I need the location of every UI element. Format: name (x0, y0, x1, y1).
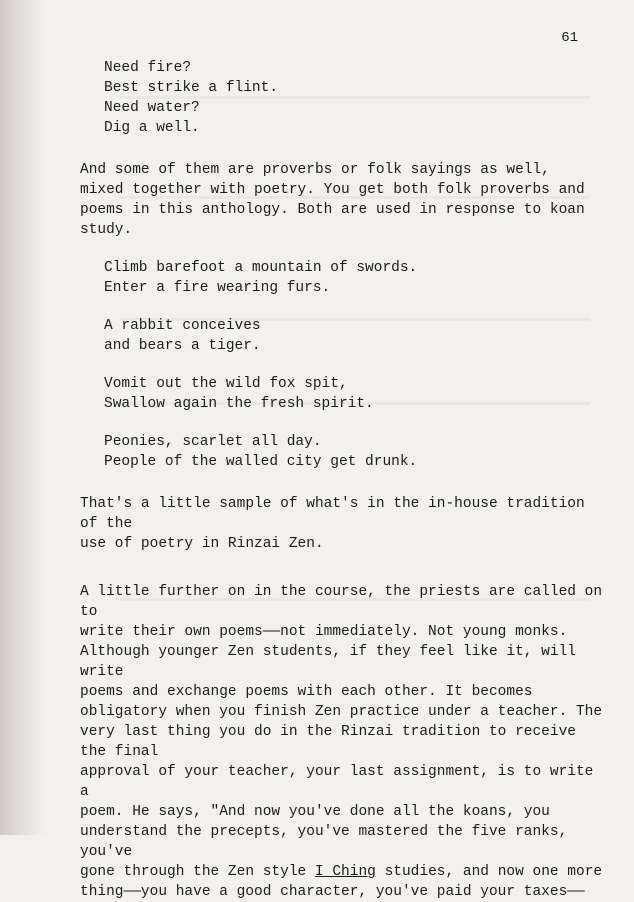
paragraph-sample: That's a little sample of what's in the in-house tradition of the use of poetry in Rinzai Zen. (80, 496, 585, 552)
final-paragraph-text-end: studies, and now one more thing——you have a good character, you've paid your taxes—— (80, 864, 603, 900)
verse-rabbit: A rabbit conceives and bears a tiger. (104, 318, 261, 354)
paragraph-proverbs: And some of them are proverbs or folk sayings as well, mixed together with poetry. You get both folk proverbs and poems in this anthology. Both are used in response to koan study. (80, 162, 585, 238)
i-ching-title: I Ching (314, 864, 376, 880)
verse-fire-water: Need fire? Best strike a flint. Need water? Dig a well. (104, 60, 279, 136)
verse-fox-spit: Vomit out the wild fox spit, Swallow again the fresh spirit. (104, 376, 374, 412)
binding-gutter-shadow (0, 0, 46, 835)
final-paragraph-text: A little further on in the course, the priests are called on to write their own poems——not immediately. Not young monks. Although younger Zen students, if they feel like it, will write poems and exchange poems with each other. It becomes obligatory when you finish Zen practice under a teacher. The very last thing you do in the Rinzai tradition to receive the final approval of your teacher, your last assignment, is to write a poem. He says, "And now you've done all the koans, you understand the precepts, you've mastered the five ranks, you've gone through the Zen style (80, 584, 603, 880)
page-number: 61 (561, 30, 578, 46)
paragraph-final-approval (80, 582, 605, 902)
verse-peonies: Peonies, scarlet all day. People of the walled city get drunk. (104, 434, 418, 470)
verse-swords: Climb barefoot a mountain of swords. Enter a fire wearing furs. (104, 260, 418, 296)
page-body (80, 58, 605, 902)
